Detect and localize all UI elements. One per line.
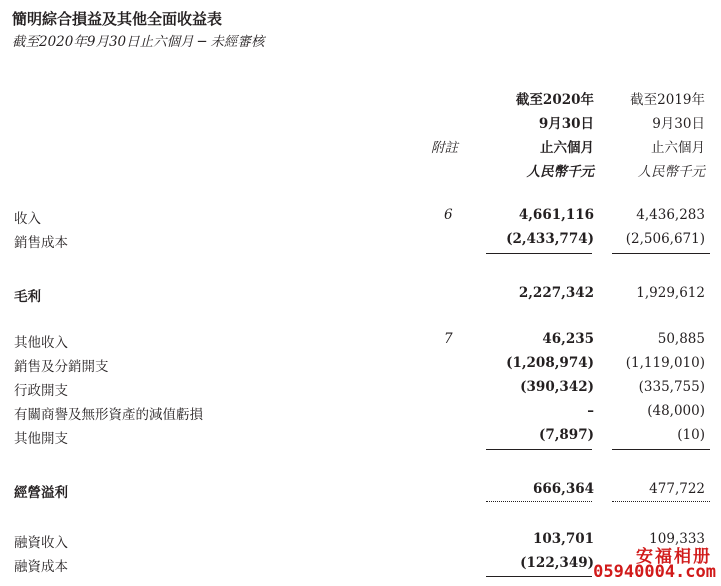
row-label-selling-distribution-expenses: 銷售及分銷開支 <box>14 359 109 375</box>
row-label-revenue: 收入 <box>14 211 41 227</box>
prior-period-header-line-3: 止六個月 <box>651 140 705 156</box>
total-dotted-rule <box>612 501 710 502</box>
row-label-finance-income: 融資收入 <box>14 535 68 551</box>
subtotal-rule <box>612 253 710 254</box>
row-note-revenue: 6 <box>444 207 453 223</box>
watermark-line-1: 安福相册 <box>636 547 712 567</box>
subtotal-rule <box>486 449 592 450</box>
prior-period-header-line-1: 截至2019年 <box>630 92 705 108</box>
watermark-line-2: 05940004.com <box>593 562 716 582</box>
row-label-other-expenses: 其他開支 <box>14 431 68 447</box>
subtotal-rule <box>612 449 710 450</box>
row-prior-revenue: 4,436,283 <box>636 207 705 223</box>
row-label-finance-costs: 融資成本 <box>14 559 68 575</box>
row-note-other-income: 7 <box>444 331 453 347</box>
subtotal-rule <box>486 576 592 577</box>
watermark <box>590 540 718 586</box>
row-current-other-income: 46,235 <box>542 331 594 347</box>
row-current-cost-of-sales: (2,433,774) <box>506 231 594 247</box>
note-column-header: 附註 <box>431 140 458 156</box>
current-period-header-line-3: 止六個月 <box>540 140 594 156</box>
row-current-other-expenses: (7,897) <box>538 427 594 443</box>
statement-subtitle: 截至2020年9月30日止六個月 ─ 未經審核 <box>12 34 265 50</box>
row-prior-other-expenses: (10) <box>677 427 705 443</box>
row-label-impairment-loss: 有關商譽及無形資產的減值虧損 <box>14 407 203 423</box>
row-current-revenue: 4,661,116 <box>518 207 594 223</box>
row-current-finance-income: 103,701 <box>532 531 594 547</box>
prior-period-header-line-2: 9月30日 <box>652 116 705 132</box>
row-prior-administrative-expenses: (335,755) <box>638 379 705 395</box>
subtotal-rule <box>486 253 592 254</box>
row-prior-operating-profit: 477,722 <box>649 481 705 497</box>
row-current-impairment-loss: – <box>587 403 594 419</box>
statement-title: 簡明綜合損益及其他全面收益表 <box>12 10 223 28</box>
current-period-currency-label: 人民幣千元 <box>526 164 594 180</box>
row-prior-other-income: 50,885 <box>657 331 705 347</box>
row-prior-selling-distribution-expenses: (1,119,010) <box>625 355 705 371</box>
row-prior-impairment-loss: (48,000) <box>647 403 705 419</box>
row-label-administrative-expenses: 行政開支 <box>14 383 68 399</box>
row-current-administrative-expenses: (390,342) <box>520 379 594 395</box>
row-prior-gross-profit: 1,929,612 <box>636 285 705 301</box>
row-current-gross-profit: 2,227,342 <box>518 285 594 301</box>
total-dotted-rule <box>486 501 592 502</box>
row-label-cost-of-sales: 銷售成本 <box>14 235 68 251</box>
row-label-gross-profit: 毛利 <box>14 289 41 305</box>
row-prior-cost-of-sales: (2,506,671) <box>625 231 705 247</box>
row-label-operating-profit: 經營溢利 <box>14 485 68 501</box>
row-prior-finance-income: 109,333 <box>649 531 705 547</box>
row-current-selling-distribution-expenses: (1,208,974) <box>506 355 594 371</box>
prior-period-currency-label: 人民幣千元 <box>637 164 705 180</box>
row-current-operating-profit: 666,364 <box>532 481 594 497</box>
row-current-finance-costs: (122,349) <box>520 555 594 571</box>
current-period-header-line-2: 9月30日 <box>538 116 594 132</box>
current-period-header-line-1: 截至2020年 <box>515 92 594 108</box>
row-label-other-income: 其他收入 <box>14 335 68 351</box>
